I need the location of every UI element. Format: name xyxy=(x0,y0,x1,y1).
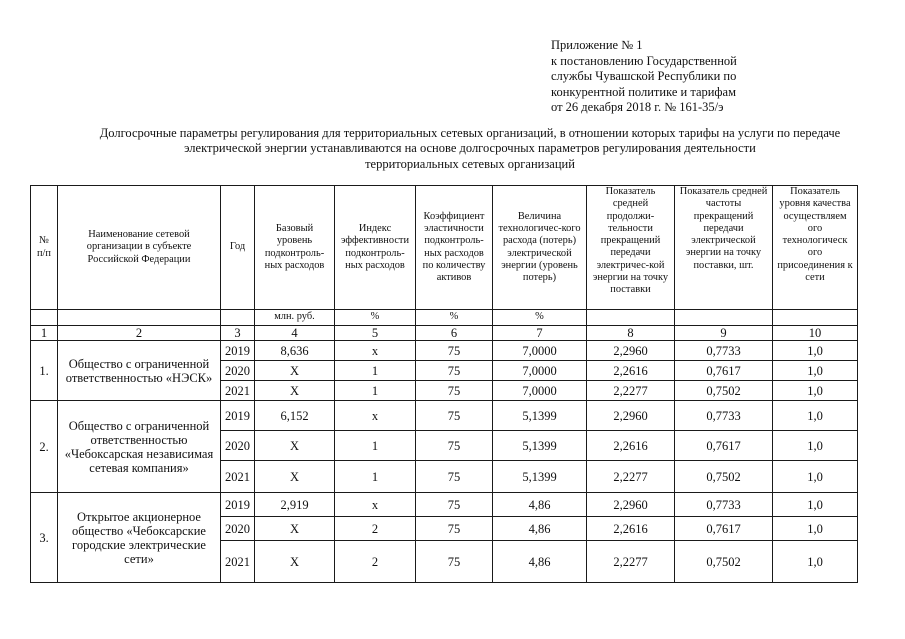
table-row xyxy=(31,341,858,361)
coef-cell: 75 xyxy=(416,361,493,381)
column-number-cell: 9 xyxy=(675,326,773,341)
year-cell: 2020 xyxy=(221,431,255,461)
duration-cell: 2,2960 xyxy=(587,493,675,517)
quality-cell: 1,0 xyxy=(773,361,858,381)
column-number-cell: 10 xyxy=(773,326,858,341)
index-cell: 2 xyxy=(335,541,416,583)
column-number-cell: 2 xyxy=(58,326,221,341)
table-body xyxy=(31,186,858,583)
quality-cell: 1,0 xyxy=(773,517,858,541)
column-numbers-row xyxy=(31,326,858,341)
duration-cell: 2,2616 xyxy=(587,431,675,461)
frequency-cell: 0,7502 xyxy=(675,381,773,401)
base-cell: X xyxy=(255,431,335,461)
column-number-cell: 8 xyxy=(587,326,675,341)
header-cell-coef: Коэффициент эластичности подконтроль-ных расходов по количеству активов xyxy=(416,186,493,310)
year-cell: 2020 xyxy=(221,517,255,541)
appendix-line: конкурентной политике и тарифам xyxy=(551,84,736,99)
base-cell: X xyxy=(255,361,335,381)
unit-cell xyxy=(675,310,773,326)
loss-cell: 7,0000 xyxy=(493,381,587,401)
unit-cell xyxy=(587,310,675,326)
coef-cell: 75 xyxy=(416,517,493,541)
header-cell-duration: Показатель средней продолжи-тельности прекращений передачи электричес-кой энергии на точку поставки xyxy=(587,186,675,310)
year-cell: 2021 xyxy=(221,381,255,401)
duration-cell: 2,2277 xyxy=(587,541,675,583)
base-cell: X xyxy=(255,381,335,401)
unit-cell: % xyxy=(335,310,416,326)
unit-cell: млн. руб. xyxy=(255,310,335,326)
year-cell: 2019 xyxy=(221,401,255,431)
unit-cell xyxy=(31,310,58,326)
units-row xyxy=(31,310,858,326)
duration-cell: 2,2960 xyxy=(587,401,675,431)
duration-cell: 2,2616 xyxy=(587,517,675,541)
parameters-table xyxy=(30,185,858,583)
duration-cell: 2,2277 xyxy=(587,461,675,493)
column-number-cell: 3 xyxy=(221,326,255,341)
year-cell: 2021 xyxy=(221,541,255,583)
title-line: Долгосрочные параметры регулирования для территориальных сетевых организаций, в отношении которых тарифы на услуги по передаче xyxy=(99,126,841,140)
appendix-line: службы Чувашской Республики по xyxy=(551,69,737,84)
loss-cell: 4,86 xyxy=(493,493,587,517)
document-title xyxy=(40,126,900,172)
frequency-cell: 0,7502 xyxy=(675,461,773,493)
loss-cell: 7,0000 xyxy=(493,361,587,381)
frequency-cell: 0,7733 xyxy=(675,401,773,431)
loss-cell: 4,86 xyxy=(493,517,587,541)
coef-cell: 75 xyxy=(416,341,493,361)
org-name: Общество с ограниченной ответственностью «Чебоксарская независимая сетевая компания» xyxy=(58,401,221,493)
quality-cell: 1,0 xyxy=(773,541,858,583)
quality-cell: 1,0 xyxy=(773,431,858,461)
table-row xyxy=(31,401,858,431)
loss-cell: 5,1399 xyxy=(493,461,587,493)
header-cell-num: № п/п xyxy=(31,186,58,310)
index-cell: 1 xyxy=(335,381,416,401)
duration-cell: 2,2960 xyxy=(587,341,675,361)
org-name: Открытое акционерное общество «Чебоксарские городские электрические сети» xyxy=(58,493,221,583)
duration-cell: 2,2616 xyxy=(587,361,675,381)
base-cell: 2,919 xyxy=(255,493,335,517)
year-cell: 2020 xyxy=(221,361,255,381)
title-line: электрической энергии устанавливаются на основе долгосрочных параметров регулирования деятельности xyxy=(184,141,756,156)
base-cell: X xyxy=(255,517,335,541)
appendix-block xyxy=(551,38,737,116)
base-cell: X xyxy=(255,541,335,583)
org-number: 2. xyxy=(31,401,58,493)
quality-cell: 1,0 xyxy=(773,341,858,361)
index-cell: x xyxy=(335,493,416,517)
index-cell: 1 xyxy=(335,361,416,381)
unit-cell xyxy=(221,310,255,326)
coef-cell: 75 xyxy=(416,431,493,461)
header-cell-year: Год xyxy=(221,186,255,310)
quality-cell: 1,0 xyxy=(773,381,858,401)
unit-cell: % xyxy=(493,310,587,326)
year-cell: 2021 xyxy=(221,461,255,493)
loss-cell: 4,86 xyxy=(493,541,587,583)
index-cell: 1 xyxy=(335,461,416,493)
column-number-cell: 6 xyxy=(416,326,493,341)
org-number: 1. xyxy=(31,341,58,401)
column-number-cell: 4 xyxy=(255,326,335,341)
index-cell: x xyxy=(335,341,416,361)
duration-cell: 2,2277 xyxy=(587,381,675,401)
frequency-cell: 0,7502 xyxy=(675,541,773,583)
year-cell: 2019 xyxy=(221,493,255,517)
base-cell: 8,636 xyxy=(255,341,335,361)
unit-cell xyxy=(773,310,858,326)
frequency-cell: 0,7617 xyxy=(675,361,773,381)
year-cell: 2019 xyxy=(221,341,255,361)
coef-cell: 75 xyxy=(416,493,493,517)
quality-cell: 1,0 xyxy=(773,401,858,431)
frequency-cell: 0,7733 xyxy=(675,493,773,517)
header-cell-frequency: Показатель средней частоты прекращений передачи электрической энергии на точку поставки, шт. xyxy=(675,186,773,310)
loss-cell: 7,0000 xyxy=(493,341,587,361)
header-row xyxy=(31,186,858,310)
org-number: 3. xyxy=(31,493,58,583)
index-cell: 1 xyxy=(335,431,416,461)
base-cell: 6,152 xyxy=(255,401,335,431)
title-line: территориальных сетевых организаций xyxy=(365,156,575,171)
coef-cell: 75 xyxy=(416,401,493,431)
appendix-line: Приложение № 1 xyxy=(551,38,643,52)
index-cell: 2 xyxy=(335,517,416,541)
loss-cell: 5,1399 xyxy=(493,401,587,431)
coef-cell: 75 xyxy=(416,461,493,493)
quality-cell: 1,0 xyxy=(773,461,858,493)
column-number-cell: 1 xyxy=(31,326,58,341)
frequency-cell: 0,7617 xyxy=(675,517,773,541)
column-number-cell: 7 xyxy=(493,326,587,341)
appendix-line: к постановлению Государственной xyxy=(551,53,737,68)
coef-cell: 75 xyxy=(416,381,493,401)
index-cell: x xyxy=(335,401,416,431)
column-number-cell: 5 xyxy=(335,326,416,341)
header-cell-base: Базовый уровень подконтроль-ных расходов xyxy=(255,186,335,310)
frequency-cell: 0,7617 xyxy=(675,431,773,461)
org-name: Общество с ограниченной ответственностью «НЭСК» xyxy=(58,341,221,401)
unit-cell xyxy=(58,310,221,326)
appendix-line: от 26 декабря 2018 г. № 161-35/э xyxy=(551,100,724,115)
coef-cell: 75 xyxy=(416,541,493,583)
base-cell: X xyxy=(255,461,335,493)
header-cell-loss: Величина технологичес-кого расхода (потерь) электрической энергии (уровень потерь) xyxy=(493,186,587,310)
header-cell-name: Наименование сетевой организации в субъекте Российской Федерации xyxy=(58,186,221,310)
frequency-cell: 0,7733 xyxy=(675,341,773,361)
quality-cell: 1,0 xyxy=(773,493,858,517)
header-cell-quality: Показатель уровня качества осуществляем ого технологическ ого присоединения к сети xyxy=(773,186,858,310)
loss-cell: 5,1399 xyxy=(493,431,587,461)
unit-cell: % xyxy=(416,310,493,326)
table-row xyxy=(31,493,858,517)
header-cell-index: Индекс эффективности подконтроль-ных расходов xyxy=(335,186,416,310)
